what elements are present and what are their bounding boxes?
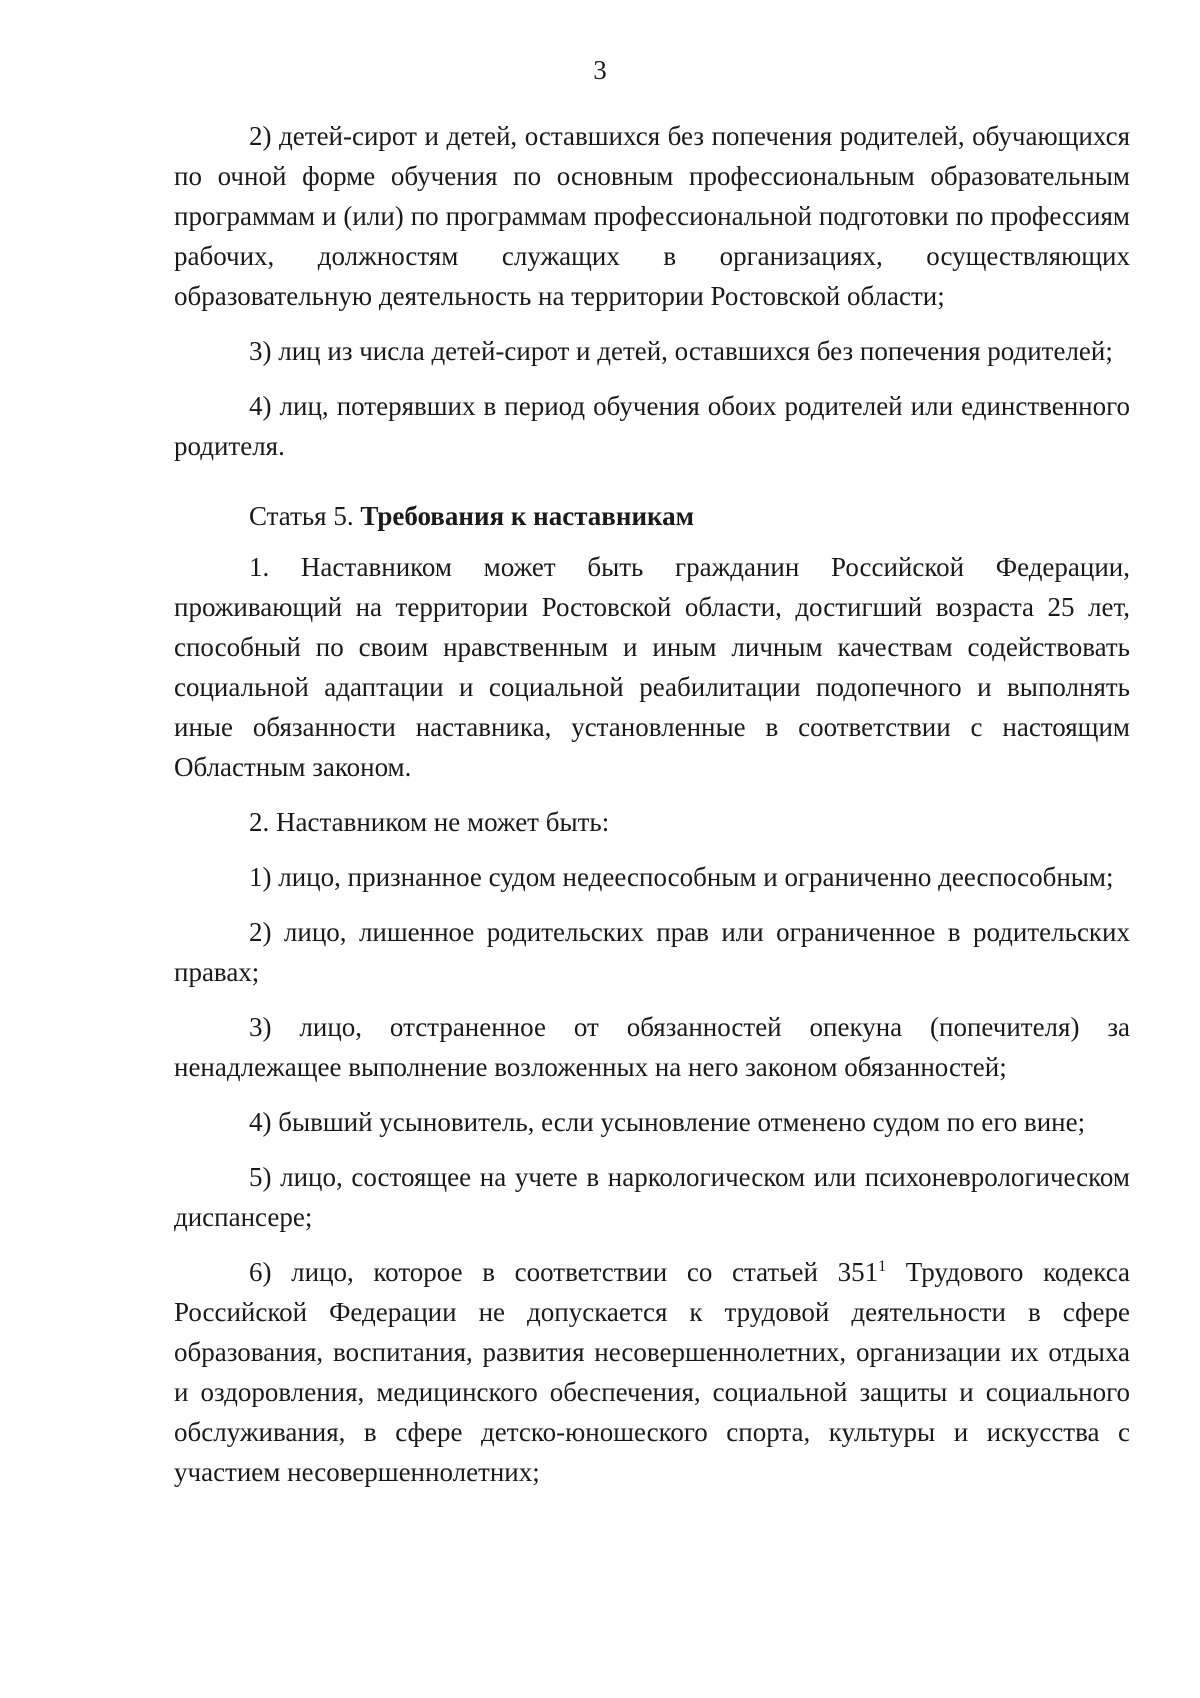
list-item: 4) бывший усыновитель, если усыновление отменено судом по его вине; <box>249 1107 1086 1137</box>
superscript-number: 1 <box>878 1258 887 1275</box>
document-body <box>174 116 1130 1507</box>
list-item-text-end: Трудового кодекса Российской Федерации не допускается к трудовой деятельности в сфере образования, воспитания, развития несовершеннолетних, организации их отдыха и оздоровления, медицинского обеспечения, социальной защиты и социального обслуживания, в сфере детско-юношеского спорта, культуры и искусства с участием несовершеннолетних; <box>174 1257 1131 1487</box>
list-item: 2) лицо, лишенное родительских прав или ограниченное в родительских правах; <box>174 917 1130 987</box>
list-item-text-start: 6) лицо, которое в соответствии со статьей 351 <box>249 1257 879 1287</box>
list-item: 4) лиц, потерявших в период обучения обоих родителей или единственного родителя. <box>174 391 1130 461</box>
list-item: 3) лицо, отстраненное от обязанностей опекуна (попечителя) за ненадлежащее выполнение возложенных на него законом обязанностей; <box>174 1012 1130 1082</box>
list-item: 2) детей-сирот и детей, оставшихся без попечения родителей, обучающихся по очной форме обучения по основным профессиональным образовательным программам и (или) по программам профессиональной подготовки по профессиям рабочих, должностям служащих в организациях, осуществляющих образовательную деятельность на территории Ростовской области; <box>174 121 1130 311</box>
list-item: 5) лицо, состоящее на учете в наркологическом или психоневрологическом диспансере; <box>174 1162 1130 1232</box>
list-item <box>174 1252 1130 1492</box>
article-paragraph: 2. Наставником не может быть: <box>249 807 610 837</box>
list-item: 1) лицо, признанное судом недееспособным и ограниченно дееспособным; <box>249 862 1114 892</box>
article-heading <box>174 496 1130 536</box>
list-item: 3) лиц из числа детей-сирот и детей, оставшихся без попечения родителей; <box>249 336 1113 366</box>
article-label: Статья 5. <box>249 501 354 531</box>
page-number: 3 <box>593 55 607 85</box>
article-title: Требования к наставникам <box>360 501 695 531</box>
article-paragraph: 1. Наставником может быть гражданин Российской Федерации, проживающий на территории Ростовской области, достигший возраста 25 лет, способный по своим нравственным и иным личным качествам содействовать социальной адаптации и социальной реабилитации подопечного и выполнять иные обязанности наставника, установленные в соответствии с настоящим Областным законом. <box>174 552 1130 782</box>
